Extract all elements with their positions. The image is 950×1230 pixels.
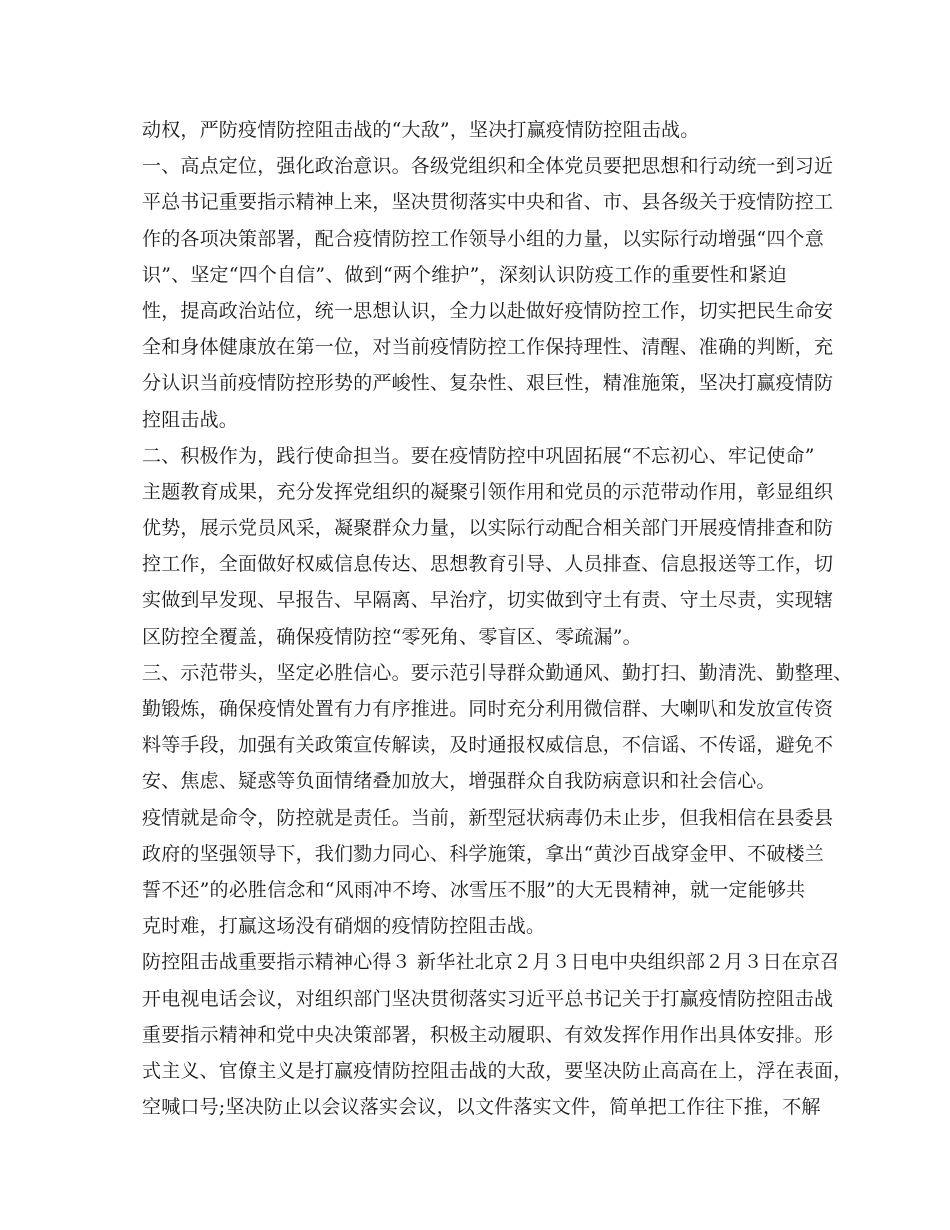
text-line: 作的各项决策部署，配合疫情防控工作领导小组的力量，以实际行动增强“四个意 <box>142 227 824 250</box>
text-line: 主题教育成果，充分发挥党组织的凝聚引领作用和党员的示范带动作用，彰显组织 <box>142 480 834 503</box>
text-line: 誓不还”的必胜信念和“风雨冲不垮、冰雪压不服”的大无畏精神，就一定能够共 <box>142 878 806 901</box>
text-line: 区防控全覆盖，确保疫情防控“零死角、零盲区、零疏漏”。 <box>142 625 642 648</box>
text-line: 克时难，打赢这场没有硝烟的疫情防控阻击战。 <box>142 915 546 938</box>
text-line: 勤锻炼，确保疫情处置有力有序推进。同时充分利用微信群、大喇叭和发放宣传资 <box>142 698 834 720</box>
text-line: 全和身体健康放在第一位，对当前疫情防控工作保持理性、清醒、准确的判断，充 <box>142 336 834 359</box>
body-text <box>142 112 853 1125</box>
text-line: 二、积极作为，践行使命担当。要在疫情防控中巩固拓展“不忘初心、牢记使命” <box>142 444 815 467</box>
text-line: 动权，严防疫情防控阻击战的“大敌”，坚决打赢疫情防控阻击战。 <box>142 119 700 141</box>
text-line: 政府的坚强领导下，我们勠力同心、科学施策，拿出“黄沙百战穿金甲、不破楼兰 <box>142 842 824 865</box>
text-line: 三、示范带头，坚定必胜信心。要示范引导群众勤通风、勤打扫、勤清洗、勤整理、 <box>142 661 853 684</box>
text-line: 料等手段，加强有关政策宣传解读，及时通报权威信息，不信谣、不传谣，避免不 <box>142 734 834 757</box>
text-line: 空喊口号;坚决防止以会议落实会议，以文件落实文件，简单把工作往下推，不解 <box>142 1096 821 1119</box>
text-line: 性，提高政治站位，统一思想认识，全力以赴做好疫情防控工作，切实把民生命安 <box>142 299 834 322</box>
text-line: 开电视电话会议，对组织部门坚决贯彻落实习近平总书记关于打赢疫情防控阻击战 <box>142 987 834 1010</box>
text-line: 控工作，全面做好权威信息传达、思想教育引导、人员排查、信息报送等工作，切 <box>142 553 834 576</box>
text-line: 分认识当前疫情防控形势的严峻性、复杂性、艰巨性，精准施策，坚决打赢疫情防 <box>142 372 834 395</box>
text-line: 识”、坚定“四个自信”、做到“两个维护”，深刻认识防疫工作的重要性和紧迫 <box>142 263 787 286</box>
text-line: 优势，展示党员风采，凝聚群众力量，以实际行动配合相关部门开展疫情排查和防 <box>142 517 834 540</box>
text-line: 实做到早发现、早报告、早隔离、早治疗，切实做到守土有责、守土尽责，实现辖 <box>142 589 834 612</box>
text-line: 式主义、官僚主义是打赢疫情防控阻击战的大敌，要坚决防止高高在上，浮在表面， <box>142 1059 853 1082</box>
text-line: 一、高点定位，强化政治意识。各级党组织和全体党员要把思想和行动统一到习近 <box>142 155 834 178</box>
text-line: 安、焦虑、疑惑等负面情绪叠加放大，增强群众自我防病意识和社会信心。 <box>142 770 776 793</box>
text-line: 平总书记重要指示精神上来，坚决贯彻落实中央和省、市、县各级关于疫情防控工 <box>142 191 834 214</box>
text-line: 控阻击战。 <box>142 408 239 431</box>
text-line: 防控阻击战重要指示精神心得３ 新华社北京２月３日电中央组织部２月３日在京召 <box>142 951 840 974</box>
text-line: 疫情就是命令，防控就是责任。当前，新型冠状病毒仍未止步，但我相信在县委县 <box>142 806 834 829</box>
text-line: 重要指示精神和党中央决策部署，积极主动履职、有效发挥作用作出具体安排。形 <box>142 1023 834 1046</box>
